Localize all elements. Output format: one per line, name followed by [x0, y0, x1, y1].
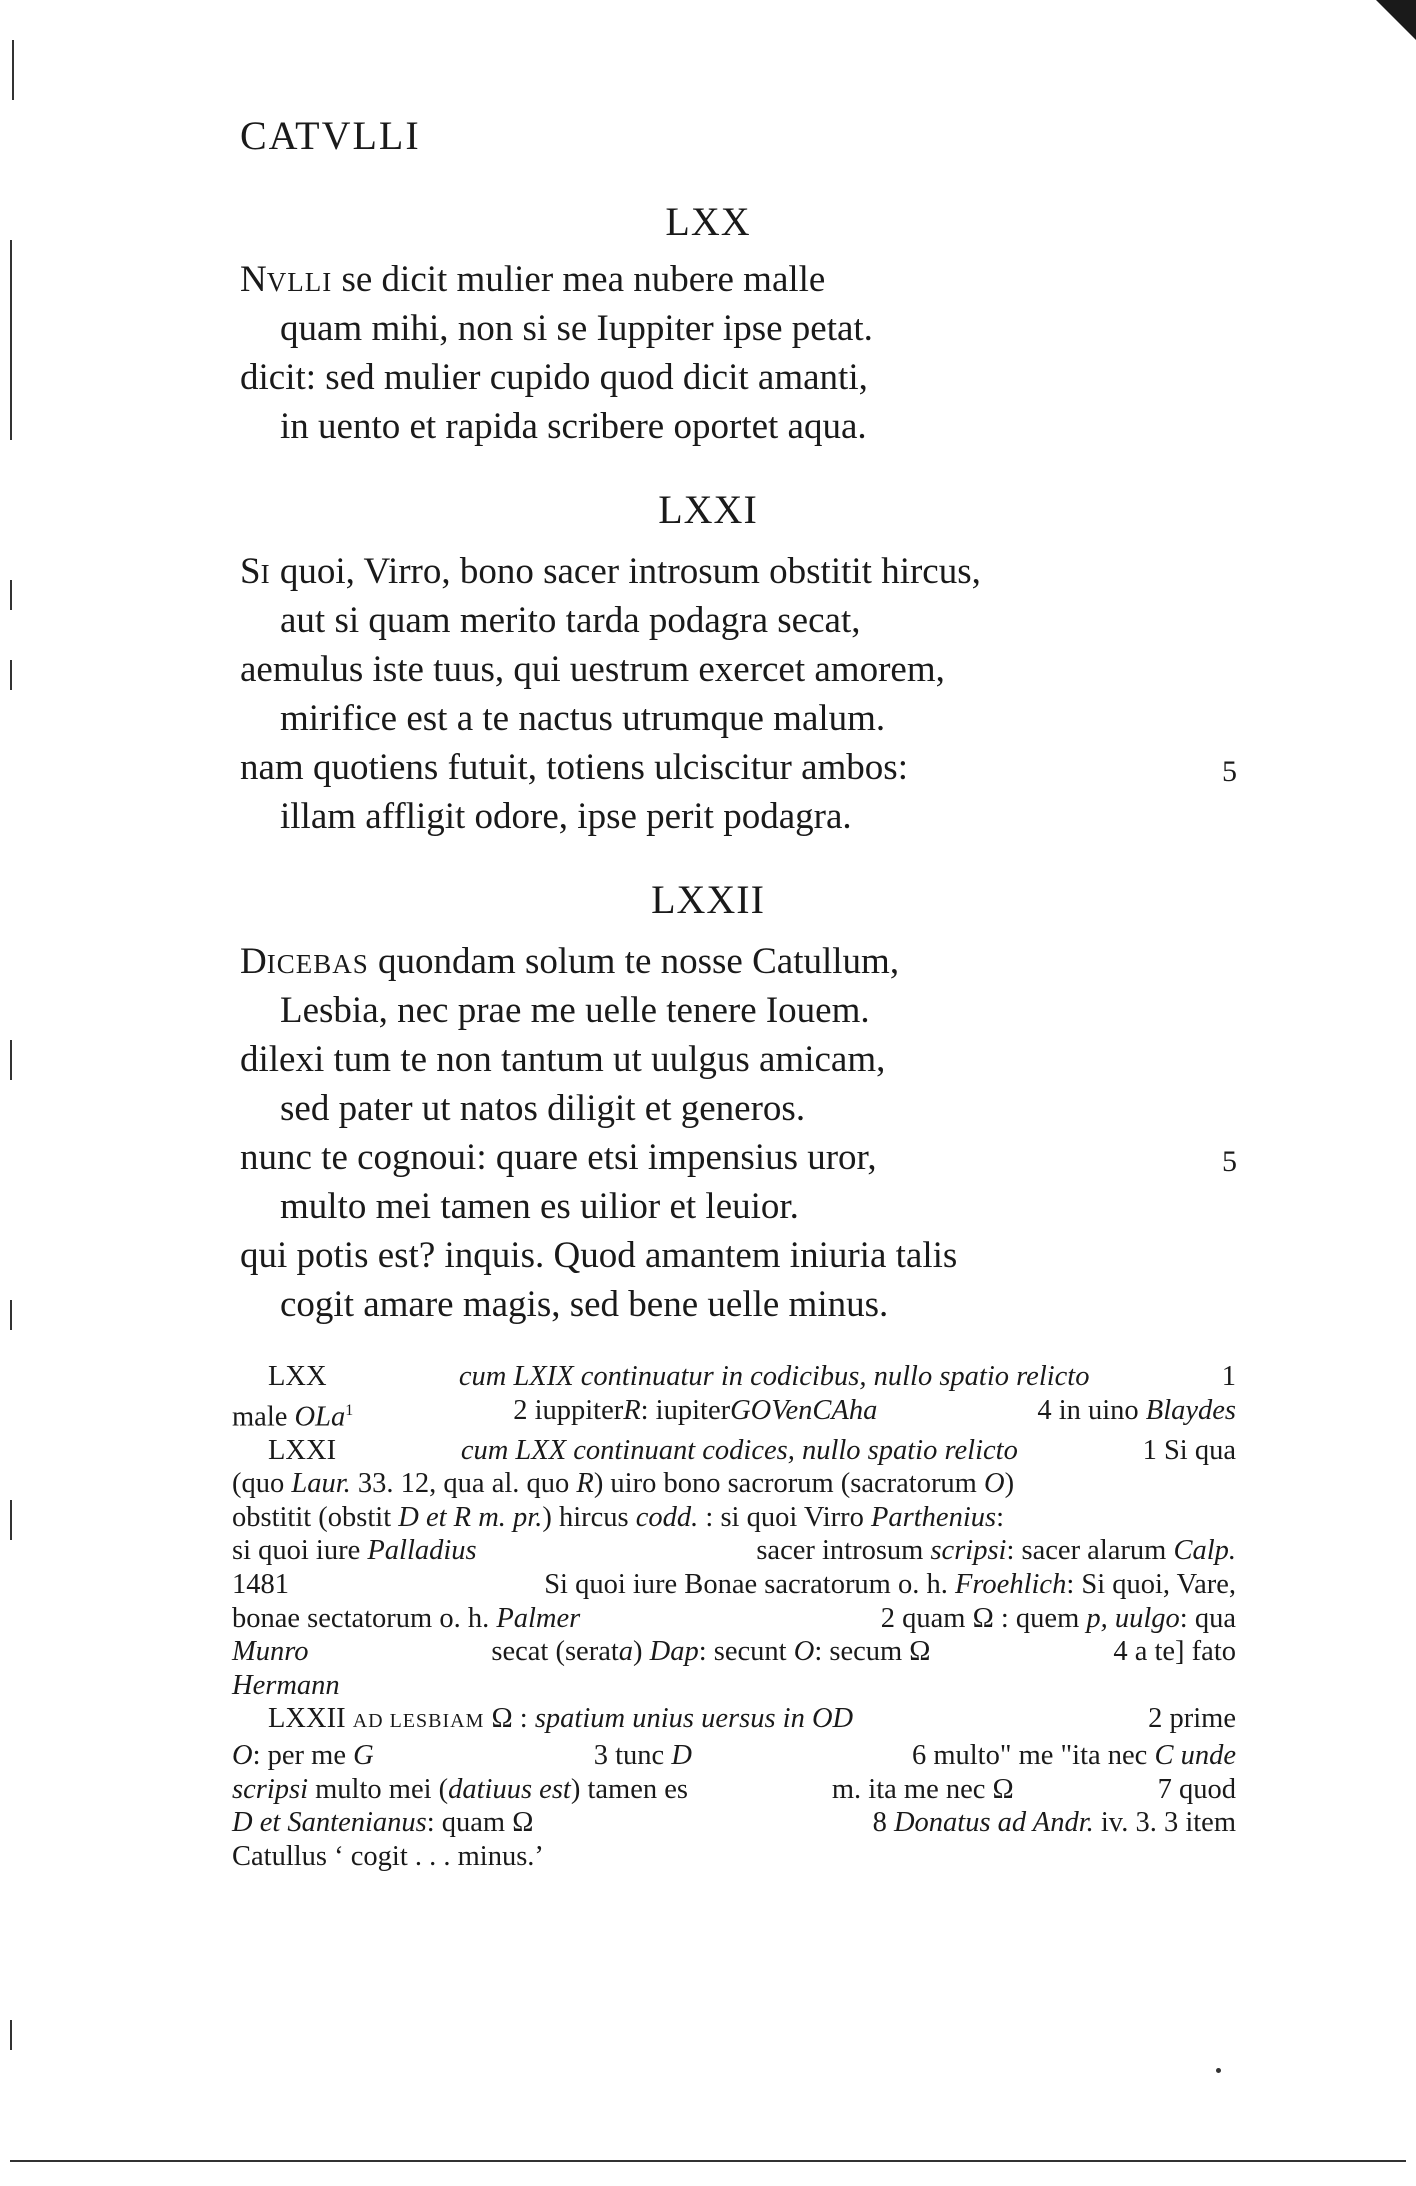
apparatus-line: scripsi multo mei (datiuus est) tamen es m. ita me nec Ω 7 quod — [232, 1773, 1236, 1805]
verse-line: in uento et rapida scribere oportet aqua. — [280, 406, 867, 447]
verse-line: quam mihi, non si se Iuppiter ipse petat. — [280, 308, 873, 349]
verse-line: SI quoi, Virro, bono sacer introsum obstitit hircus, — [240, 551, 981, 592]
apparatus-line: LXXII AD LESBIAM Ω : spatium unius uersus in OD 2 prime — [268, 1703, 1236, 1735]
apparatus-line: 1481 Si quoi iure Bonae sacratorum o. h. Froehlich: Si quoi, Vare, — [232, 1569, 1236, 1601]
verse-line: qui potis est? inquis. Quod amantem iniuria talis — [240, 1235, 958, 1276]
verse-line: nunc te cognoui: quare etsi impensius uror, — [240, 1137, 877, 1178]
critical-apparatus — [232, 1360, 1236, 1873]
verse-line: dilexi tum te non tantum ut uulgus amicam, — [240, 1039, 886, 1080]
apparatus-line: male OLa$^1$ 2 iuppiterR: iupiterGOVenCAha 4 in uino Blaydes — [232, 1394, 1236, 1433]
corner-arrow-icon — [1376, 0, 1416, 40]
initial-letter: N — [240, 259, 267, 300]
small-caps-word: VLLI — [266, 267, 333, 297]
verse-line: cogit amare magis, sed bene uelle minus. — [280, 1284, 889, 1325]
apparatus-line: bonae sectatorum o. h. Palmer 2 quam Ω : quem p, uulgo: qua — [232, 1602, 1236, 1634]
apparatus-line: LXX cum LXIX continuatur in codicibus, nullo spatio relicto 1 — [268, 1361, 1236, 1392]
apparatus-line: LXXI cum LXX continuant codices, nullo spatio relicto 1 Si qua — [268, 1434, 1236, 1466]
verse-line: sed pater ut natos diligit et generos. — [280, 1088, 806, 1129]
scan-margin-mark — [1216, 2068, 1221, 2073]
verse-line: DICEBAS quondam solum te nosse Catullum, — [240, 941, 900, 982]
apparatus-line: (quo Laur. 33. 12, qua al. quo R) uiro bono sacrorum (sacratorum O) — [232, 1468, 1015, 1500]
scan-margin-mark — [10, 2020, 12, 2050]
small-caps-word: ICEBAS — [266, 949, 369, 979]
apparatus-line: Catullus ‘ cogit . . . minus.’ — [232, 1840, 544, 1872]
scan-margin-mark — [10, 2160, 1406, 2162]
initial-letter: S — [240, 551, 261, 592]
scan-margin-mark — [10, 580, 12, 610]
small-caps-word: I — [260, 559, 271, 589]
scan-margin-mark — [10, 1500, 12, 1540]
verse-line: multo mei tamen es uilior et leuior. — [280, 1186, 799, 1227]
verse-line: aut si quam merito tarda podagra secat, — [280, 600, 861, 641]
scan-margin-mark — [12, 40, 14, 100]
scan-margin-mark — [10, 660, 12, 690]
line-number: 5 — [1222, 1145, 1237, 1178]
verse-line: illam affligit odore, ipse perit podagra. — [280, 796, 852, 837]
poem-title-lxxi: LXXI — [658, 487, 758, 532]
running-head: CATVLLI — [240, 113, 421, 158]
apparatus-line: O: per me G 3 tunc D 6 multo" me "ita nec C unde — [232, 1740, 1236, 1772]
verse-line: Lesbia, nec prae me uelle tenere Iouem. — [280, 990, 870, 1031]
scan-margin-mark — [10, 240, 12, 440]
apparatus-line: Munro secat (serata) Dap: secunt O: secum Ω 4 a te] fato — [232, 1636, 1236, 1668]
verse-line: dicit: sed mulier cupido quod dicit amanti, — [240, 357, 868, 398]
apparatus-line: Hermann — [232, 1669, 340, 1701]
apparatus-line: si quoi iure Palladius sacer introsum scripsi: sacer alarum Calp. — [232, 1535, 1236, 1567]
poem-title-lxx: LXX — [665, 199, 751, 244]
poem-title-lxxii: LXXII — [651, 877, 765, 922]
apparatus-line: D et Santenianus: quam Ω 8 Donatus ad Andr. iv. 3. 3 item — [232, 1807, 1236, 1839]
scan-margin-mark — [10, 1300, 12, 1330]
verse-line: mirifice est a te nactus utrumque malum. — [280, 698, 886, 739]
scan-margin-mark — [10, 1040, 12, 1080]
initial-letter: D — [240, 941, 267, 982]
verse-line: aemulus iste tuus, qui uestrum exercet amorem, — [240, 649, 945, 690]
apparatus-line: obstitit (obstit D et R m. pr.) hircus codd. : si quoi Virro Parthenius: — [232, 1501, 1005, 1533]
line-number: 5 — [1222, 755, 1237, 788]
verse-line: NVLLI se dicit mulier mea nubere malle — [240, 259, 826, 300]
verse-line: nam quotiens futuit, totiens ulciscitur ambos: — [240, 747, 908, 788]
